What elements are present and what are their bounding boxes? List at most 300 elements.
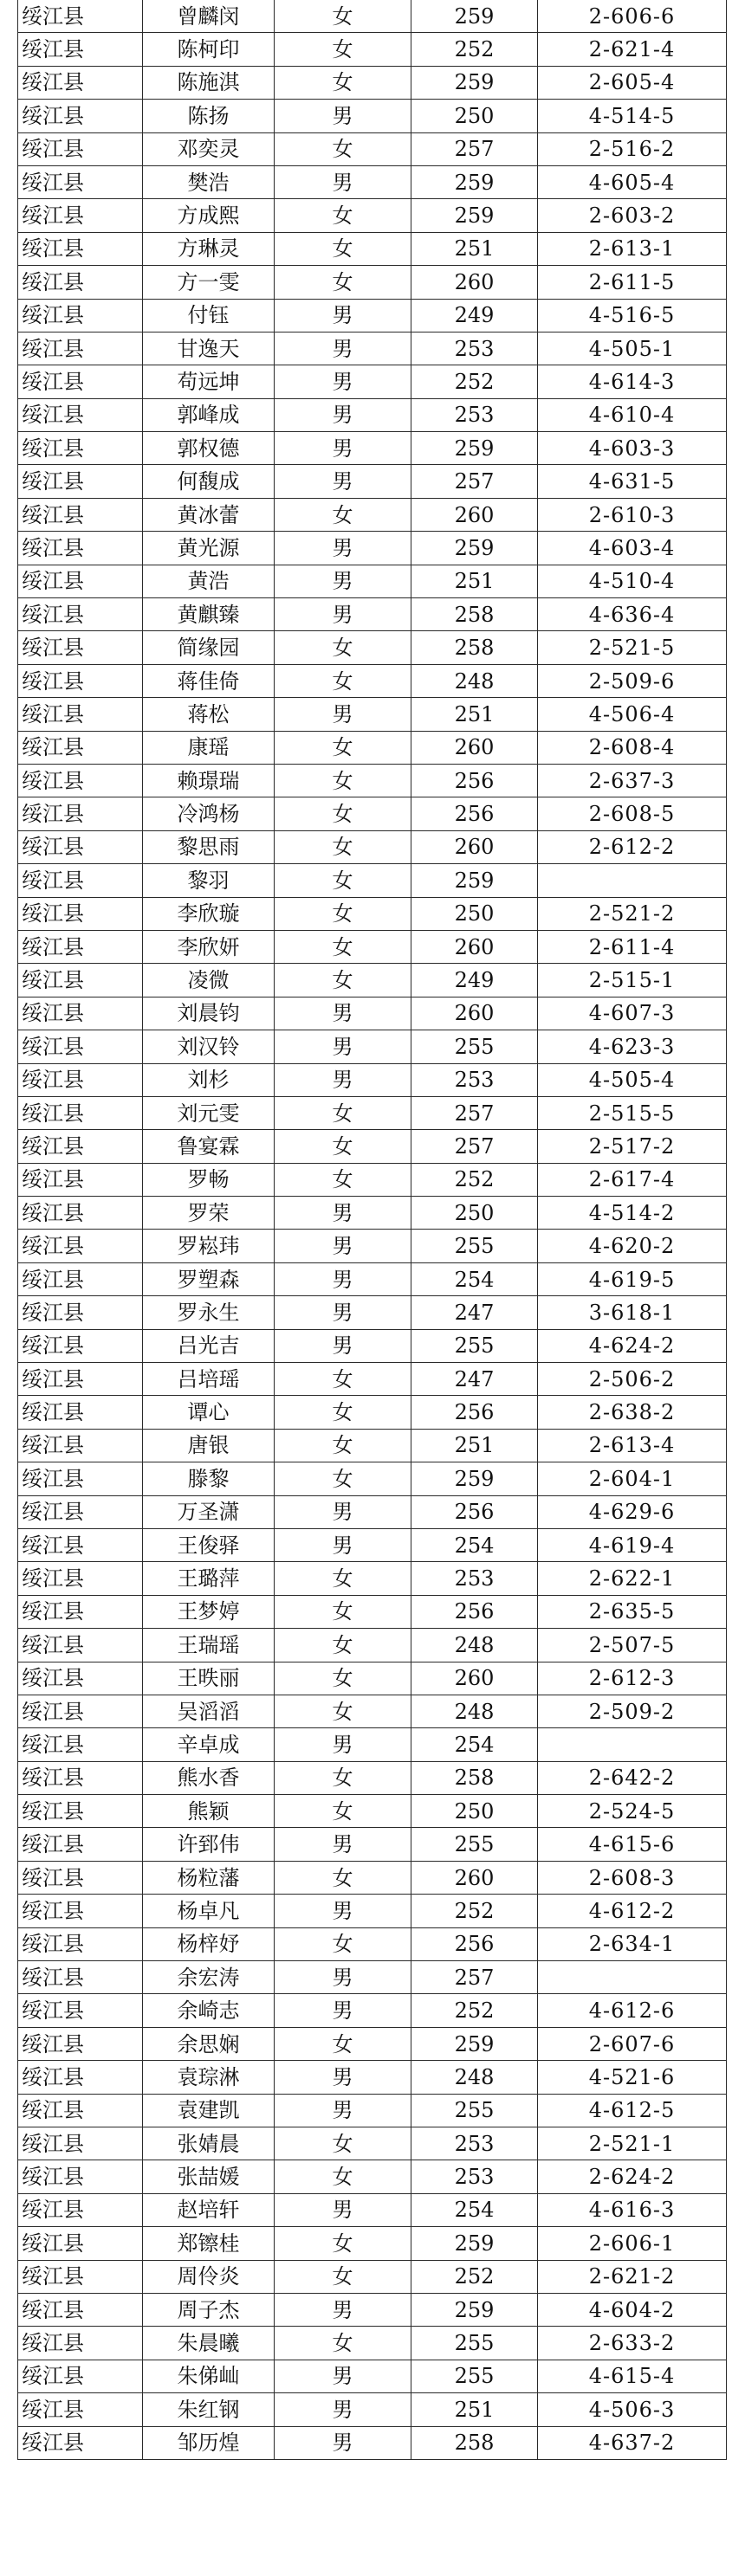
county-cell: 绥江县	[18, 2360, 143, 2392]
score-cell: 259	[411, 66, 538, 99]
table-row	[18, 1728, 727, 1761]
table-row	[18, 2426, 727, 2459]
score-cell: 253	[411, 2127, 538, 2160]
gender-cell: 女	[275, 2127, 411, 2160]
county-cell: 绥江县	[18, 2027, 143, 2060]
name-cell: 刘汉铃	[143, 1030, 275, 1063]
score-cell: 254	[411, 1262, 538, 1295]
gender-cell: 女	[275, 199, 411, 232]
table-row	[18, 2293, 727, 2326]
county-cell: 绥江县	[18, 930, 143, 963]
county-cell: 绥江县	[18, 897, 143, 930]
code-cell	[538, 864, 727, 897]
code-cell: 4-521-6	[538, 2061, 727, 2094]
name-cell: 张婧晨	[143, 2127, 275, 2160]
county-cell: 绥江县	[18, 664, 143, 697]
county-cell: 绥江县	[18, 1495, 143, 1528]
table-row	[18, 132, 727, 165]
county-cell: 绥江县	[18, 1163, 143, 1196]
table-row	[18, 930, 727, 963]
name-cell: 付钰	[143, 299, 275, 332]
score-cell: 255	[411, 1329, 538, 1362]
county-cell: 绥江县	[18, 1629, 143, 1662]
county-cell: 绥江县	[18, 997, 143, 1030]
gender-cell: 女	[275, 498, 411, 531]
score-cell: 256	[411, 1396, 538, 1429]
name-cell: 郑镲桂	[143, 2227, 275, 2260]
table-row	[18, 199, 727, 232]
gender-cell: 男	[275, 398, 411, 431]
county-cell: 绥江县	[18, 365, 143, 398]
gender-cell: 男	[275, 365, 411, 398]
score-cell: 259	[411, 864, 538, 897]
table-row	[18, 897, 727, 930]
code-cell: 2-521-5	[538, 631, 727, 664]
gender-cell: 女	[275, 664, 411, 697]
name-cell: 吴滔滔	[143, 1695, 275, 1727]
gender-cell: 男	[275, 598, 411, 631]
code-cell: 2-606-1	[538, 2227, 727, 2260]
code-cell	[538, 1728, 727, 1761]
code-cell: 4-612-5	[538, 2094, 727, 2127]
name-cell: 黄浩	[143, 565, 275, 597]
code-cell: 4-506-4	[538, 698, 727, 731]
table-row	[18, 2193, 727, 2226]
county-cell: 绥江县	[18, 299, 143, 332]
score-cell: 252	[411, 1994, 538, 2027]
name-cell: 袁建凯	[143, 2094, 275, 2127]
name-cell: 蒋松	[143, 698, 275, 731]
county-cell: 绥江县	[18, 1595, 143, 1628]
code-cell: 2-515-1	[538, 964, 727, 997]
code-cell: 2-605-4	[538, 66, 727, 99]
name-cell: 张喆媛	[143, 2160, 275, 2193]
score-cell: 250	[411, 1197, 538, 1230]
gender-cell: 女	[275, 1795, 411, 1828]
score-cell: 257	[411, 465, 538, 498]
gender-cell: 女	[275, 764, 411, 797]
code-cell: 4-607-3	[538, 997, 727, 1030]
code-cell: 4-623-3	[538, 1030, 727, 1063]
table-row	[18, 2260, 727, 2293]
score-cell: 252	[411, 1895, 538, 1927]
name-cell: 简缘园	[143, 631, 275, 664]
code-cell: 4-505-4	[538, 1063, 727, 1096]
name-cell: 方一雯	[143, 266, 275, 299]
score-cell: 252	[411, 365, 538, 398]
name-cell: 何馥成	[143, 465, 275, 498]
score-cell: 259	[411, 2293, 538, 2326]
code-cell: 2-604-1	[538, 1462, 727, 1495]
name-cell: 王瑞瑶	[143, 1629, 275, 1662]
name-cell: 樊浩	[143, 165, 275, 198]
name-cell: 谭心	[143, 1396, 275, 1429]
score-cell: 259	[411, 2027, 538, 2060]
admission-table	[17, 0, 727, 2460]
table-row	[18, 1495, 727, 1528]
county-cell: 绥江县	[18, 1861, 143, 1894]
table-row	[18, 1927, 727, 1960]
score-cell: 254	[411, 1528, 538, 1561]
table-row	[18, 398, 727, 431]
table-row	[18, 1528, 727, 1561]
code-cell: 2-613-1	[538, 232, 727, 265]
name-cell: 朱晨曦	[143, 2327, 275, 2360]
table-row	[18, 1230, 727, 1262]
gender-cell: 男	[275, 1728, 411, 1761]
score-cell: 253	[411, 2160, 538, 2193]
score-cell: 251	[411, 565, 538, 597]
table-row	[18, 1562, 727, 1595]
name-cell: 邓奕灵	[143, 132, 275, 165]
gender-cell: 女	[275, 631, 411, 664]
table-row	[18, 1163, 727, 1196]
table-row	[18, 2393, 727, 2426]
code-cell: 4-505-1	[538, 332, 727, 365]
gender-cell: 女	[275, 864, 411, 897]
code-cell: 4-603-4	[538, 532, 727, 565]
gender-cell: 男	[275, 698, 411, 731]
gender-cell: 女	[275, 1462, 411, 1495]
county-cell: 绥江县	[18, 1230, 143, 1262]
county-cell: 绥江县	[18, 432, 143, 465]
county-cell: 绥江县	[18, 398, 143, 431]
score-cell: 258	[411, 2426, 538, 2459]
name-cell: 罗畅	[143, 1163, 275, 1196]
code-cell: 2-608-4	[538, 731, 727, 764]
gender-cell: 女	[275, 2227, 411, 2260]
gender-cell: 女	[275, 1396, 411, 1429]
name-cell: 王俊驿	[143, 1528, 275, 1561]
county-cell: 绥江县	[18, 2293, 143, 2326]
county-cell: 绥江县	[18, 199, 143, 232]
code-cell: 2-507-5	[538, 1629, 727, 1662]
code-cell: 4-637-2	[538, 2426, 727, 2459]
county-cell: 绥江县	[18, 1462, 143, 1495]
gender-cell: 女	[275, 2327, 411, 2360]
name-cell: 郭权德	[143, 432, 275, 465]
county-cell: 绥江县	[18, 1695, 143, 1727]
gender-cell: 女	[275, 1163, 411, 1196]
name-cell: 余思娴	[143, 2027, 275, 2060]
name-cell: 周子杰	[143, 2293, 275, 2326]
score-cell: 256	[411, 1595, 538, 1628]
score-cell: 251	[411, 232, 538, 265]
table-row	[18, 1363, 727, 1396]
score-cell: 255	[411, 2360, 538, 2392]
score-cell: 259	[411, 432, 538, 465]
table-row	[18, 465, 727, 498]
table-row	[18, 2327, 727, 2360]
name-cell: 杨粒藩	[143, 1861, 275, 1894]
score-cell: 260	[411, 830, 538, 863]
county-cell: 绥江县	[18, 2426, 143, 2459]
gender-cell: 男	[275, 1230, 411, 1262]
gender-cell: 女	[275, 2027, 411, 2060]
table-row	[18, 1063, 727, 1096]
gender-cell: 男	[275, 1063, 411, 1096]
table-row	[18, 33, 727, 66]
county-cell: 绥江县	[18, 2160, 143, 2193]
county-cell: 绥江县	[18, 1363, 143, 1396]
name-cell: 黄麒臻	[143, 598, 275, 631]
table-row	[18, 797, 727, 830]
table-row	[18, 1096, 727, 1129]
county-cell: 绥江县	[18, 266, 143, 299]
table-row	[18, 1130, 727, 1163]
gender-cell: 女	[275, 1662, 411, 1695]
code-cell: 4-615-4	[538, 2360, 727, 2392]
gender-cell: 男	[275, 1828, 411, 1861]
name-cell: 陈扬	[143, 100, 275, 132]
table-row	[18, 1329, 727, 1362]
name-cell: 鲁宴霖	[143, 1130, 275, 1163]
score-cell: 260	[411, 498, 538, 531]
name-cell: 邹历煌	[143, 2426, 275, 2459]
gender-cell: 女	[275, 1595, 411, 1628]
county-cell: 绥江县	[18, 1728, 143, 1761]
county-cell: 绥江县	[18, 565, 143, 597]
score-cell: 259	[411, 532, 538, 565]
code-cell: 4-636-4	[538, 598, 727, 631]
name-cell: 熊颖	[143, 1795, 275, 1828]
score-cell: 257	[411, 132, 538, 165]
name-cell: 许郅伟	[143, 1828, 275, 1861]
county-cell: 绥江县	[18, 2094, 143, 2127]
code-cell	[538, 1961, 727, 1994]
county-cell: 绥江县	[18, 1961, 143, 1994]
score-cell: 260	[411, 930, 538, 963]
name-cell: 刘晨钧	[143, 997, 275, 1030]
table-row	[18, 2127, 727, 2160]
code-cell: 2-521-2	[538, 897, 727, 930]
gender-cell: 女	[275, 33, 411, 66]
table-row	[18, 266, 727, 299]
name-cell: 李欣妍	[143, 930, 275, 963]
gender-cell: 男	[275, 2293, 411, 2326]
code-cell: 2-633-2	[538, 2327, 727, 2360]
code-cell: 2-516-2	[538, 132, 727, 165]
code-cell: 2-607-6	[538, 2027, 727, 2060]
name-cell: 朱俤屾	[143, 2360, 275, 2392]
code-cell: 2-606-6	[538, 0, 727, 33]
name-cell: 吕培瑶	[143, 1363, 275, 1396]
gender-cell: 男	[275, 997, 411, 1030]
county-cell: 绥江县	[18, 830, 143, 863]
gender-cell: 女	[275, 964, 411, 997]
name-cell: 黎羽	[143, 864, 275, 897]
name-cell: 余崎志	[143, 1994, 275, 2027]
name-cell: 万圣潇	[143, 1495, 275, 1528]
score-cell: 250	[411, 897, 538, 930]
code-cell: 4-619-4	[538, 1528, 727, 1561]
score-cell: 253	[411, 398, 538, 431]
county-cell: 绥江县	[18, 332, 143, 365]
table-row	[18, 631, 727, 664]
table-row	[18, 864, 727, 897]
code-cell: 2-635-5	[538, 1595, 727, 1628]
table-row	[18, 1961, 727, 1994]
code-cell: 2-506-2	[538, 1363, 727, 1396]
table-row	[18, 1429, 727, 1462]
county-cell: 绥江县	[18, 1063, 143, 1096]
code-cell: 4-605-4	[538, 165, 727, 198]
code-cell: 2-509-2	[538, 1695, 727, 1727]
table-row	[18, 532, 727, 565]
county-cell: 绥江县	[18, 1096, 143, 1129]
county-cell: 绥江县	[18, 2193, 143, 2226]
county-cell: 绥江县	[18, 1396, 143, 1429]
code-cell: 4-615-6	[538, 1828, 727, 1861]
gender-cell: 男	[275, 2061, 411, 2094]
table-row	[18, 100, 727, 132]
table-row	[18, 598, 727, 631]
county-cell: 绥江县	[18, 631, 143, 664]
table-row	[18, 1296, 727, 1329]
gender-cell: 女	[275, 0, 411, 33]
name-cell: 凌微	[143, 964, 275, 997]
county-cell: 绥江县	[18, 1895, 143, 1927]
gender-cell: 女	[275, 897, 411, 930]
name-cell: 陈柯印	[143, 33, 275, 66]
gender-cell: 女	[275, 2260, 411, 2293]
code-cell: 2-603-2	[538, 199, 727, 232]
code-cell: 4-624-2	[538, 1329, 727, 1362]
gender-cell: 女	[275, 1861, 411, 1894]
score-cell: 260	[411, 266, 538, 299]
table-row	[18, 2360, 727, 2392]
score-cell: 250	[411, 100, 538, 132]
score-cell: 251	[411, 698, 538, 731]
table-row	[18, 1262, 727, 1295]
name-cell: 冷鸿杨	[143, 797, 275, 830]
code-cell: 4-631-5	[538, 465, 727, 498]
code-cell: 2-521-1	[538, 2127, 727, 2160]
score-cell: 251	[411, 1429, 538, 1462]
code-cell: 4-603-3	[538, 432, 727, 465]
gender-cell: 男	[275, 1197, 411, 1230]
gender-cell: 女	[275, 266, 411, 299]
table-row	[18, 1828, 727, 1861]
score-cell: 248	[411, 1629, 538, 1662]
county-cell: 绥江县	[18, 33, 143, 66]
score-cell: 257	[411, 1961, 538, 1994]
code-cell: 2-515-5	[538, 1096, 727, 1129]
name-cell: 陈施淇	[143, 66, 275, 99]
county-cell: 绥江县	[18, 2327, 143, 2360]
name-cell: 朱红钢	[143, 2393, 275, 2426]
name-cell: 曾麟闵	[143, 0, 275, 33]
score-cell: 253	[411, 332, 538, 365]
table-row	[18, 2227, 727, 2260]
county-cell: 绥江县	[18, 1927, 143, 1960]
code-cell: 2-517-2	[538, 1130, 727, 1163]
county-cell: 绥江县	[18, 2127, 143, 2160]
score-cell: 248	[411, 664, 538, 697]
gender-cell: 男	[275, 165, 411, 198]
score-cell: 256	[411, 1495, 538, 1528]
code-cell: 4-510-4	[538, 565, 727, 597]
name-cell: 王璐萍	[143, 1562, 275, 1595]
gender-cell: 女	[275, 1761, 411, 1794]
gender-cell: 男	[275, 465, 411, 498]
county-cell: 绥江县	[18, 1662, 143, 1695]
name-cell: 黄冰蕾	[143, 498, 275, 531]
name-cell: 刘元雯	[143, 1096, 275, 1129]
score-cell: 247	[411, 1296, 538, 1329]
gender-cell: 男	[275, 532, 411, 565]
score-cell: 258	[411, 1761, 538, 1794]
name-cell: 方琳灵	[143, 232, 275, 265]
code-cell: 2-621-2	[538, 2260, 727, 2293]
code-cell: 2-637-3	[538, 764, 727, 797]
county-cell: 绥江县	[18, 100, 143, 132]
code-cell: 2-617-4	[538, 1163, 727, 1196]
table-row	[18, 1396, 727, 1429]
table-body	[18, 0, 727, 2459]
name-cell: 袁琮淋	[143, 2061, 275, 2094]
score-cell: 258	[411, 598, 538, 631]
county-cell: 绥江县	[18, 165, 143, 198]
name-cell: 杨卓凡	[143, 1895, 275, 1927]
name-cell: 黎思雨	[143, 830, 275, 863]
code-cell: 2-524-5	[538, 1795, 727, 1828]
name-cell: 王昳丽	[143, 1662, 275, 1695]
gender-cell: 女	[275, 2160, 411, 2193]
score-cell: 257	[411, 1096, 538, 1129]
code-cell: 4-620-2	[538, 1230, 727, 1262]
county-cell: 绥江县	[18, 1429, 143, 1462]
name-cell: 王梦婷	[143, 1595, 275, 1628]
table-row	[18, 997, 727, 1030]
name-cell: 康瑶	[143, 731, 275, 764]
table-row	[18, 432, 727, 465]
code-cell: 2-612-3	[538, 1662, 727, 1695]
gender-cell: 女	[275, 1629, 411, 1662]
score-cell: 253	[411, 1063, 538, 1096]
county-cell: 绥江县	[18, 232, 143, 265]
gender-cell: 男	[275, 1528, 411, 1561]
county-cell: 绥江县	[18, 964, 143, 997]
name-cell: 唐银	[143, 1429, 275, 1462]
table-row	[18, 0, 727, 33]
score-cell: 256	[411, 764, 538, 797]
gender-cell: 男	[275, 332, 411, 365]
score-cell: 249	[411, 964, 538, 997]
name-cell: 甘逸天	[143, 332, 275, 365]
name-cell: 罗荣	[143, 1197, 275, 1230]
gender-cell: 男	[275, 100, 411, 132]
gender-cell: 男	[275, 1262, 411, 1295]
name-cell: 刘杉	[143, 1063, 275, 1096]
county-cell: 绥江县	[18, 2061, 143, 2094]
table-row	[18, 964, 727, 997]
name-cell: 杨梓妤	[143, 1927, 275, 1960]
score-cell: 255	[411, 1230, 538, 1262]
score-cell: 258	[411, 631, 538, 664]
gender-cell: 男	[275, 1994, 411, 2027]
county-cell: 绥江县	[18, 2227, 143, 2260]
code-cell: 4-612-2	[538, 1895, 727, 1927]
county-cell: 绥江县	[18, 2260, 143, 2293]
table-row	[18, 299, 727, 332]
score-cell: 256	[411, 797, 538, 830]
score-cell: 259	[411, 2227, 538, 2260]
gender-cell: 男	[275, 2393, 411, 2426]
code-cell: 2-621-4	[538, 33, 727, 66]
gender-cell: 男	[275, 1895, 411, 1927]
gender-cell: 男	[275, 1296, 411, 1329]
